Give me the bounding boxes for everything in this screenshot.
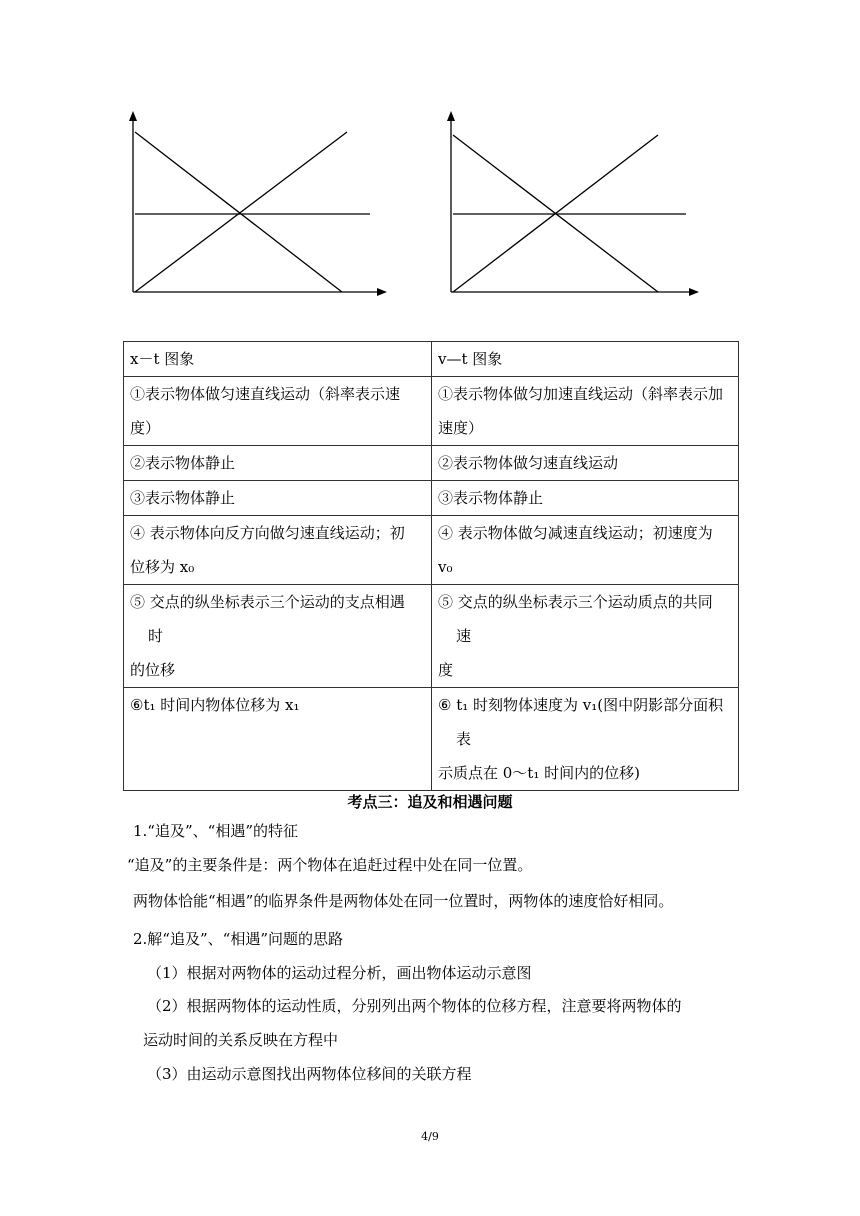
paragraph: 两物体恰能“相遇”的临界条件是两物体处在同一位置时，两物体的速度恰好相同。 <box>133 892 674 910</box>
paragraph: “追及”的主要条件是：两个物体在追赶过程中处在同一位置。 <box>127 856 533 874</box>
cell-right: ⑤ 交点的纵坐标表示三个运动质点的共同 速 度 <box>432 585 739 688</box>
y-arrow <box>129 111 137 121</box>
y-arrow <box>447 111 455 121</box>
cell-left: ②表示物体静止 <box>124 446 432 481</box>
header-xt: x－t 图象 <box>124 342 432 377</box>
cell-right: ④ 表示物体做匀减速直线运动；初速度为 v₀ <box>432 516 739 585</box>
table-row <box>124 481 739 516</box>
cell-right: ⑥ t₁ 时刻物体速度为 v₁(图中阴影部分面积 表 示质点在 0～t₁ 时间内的位移) <box>432 688 739 791</box>
comparison-table <box>123 341 739 791</box>
cell-left: ①表示物体做匀速直线运动（斜率表示速 度） <box>124 377 432 446</box>
paragraph: （3）由运动示意图找出两物体位移间的关联方程 <box>147 1065 472 1083</box>
paragraph: 2.解“追及”、“相遇”问题的思路 <box>133 930 343 948</box>
table-row <box>124 585 739 688</box>
x-arrow <box>377 288 387 296</box>
table-header-row <box>124 342 739 377</box>
cell-left: ⑥t₁ 时间内物体位移为 x₁ <box>124 688 432 791</box>
table-row <box>124 516 739 585</box>
table-row <box>124 688 739 791</box>
cell-right: ①表示物体做匀加速直线运动（斜率表示加 速度） <box>432 377 739 446</box>
page-number: 4/9 <box>421 1130 439 1143</box>
x-arrow <box>689 288 699 296</box>
table-row <box>124 446 739 481</box>
paragraph: 1.“追及”、“相遇”的特征 <box>133 822 298 840</box>
cell-left: ⑤ 交点的纵坐标表示三个运动的支点相遇 时 的位移 <box>124 585 432 688</box>
section-heading: 考点三：追及和相遇问题 <box>347 793 513 811</box>
cell-left: ④ 表示物体向反方向做匀速直线运动；初 位移为 x₀ <box>124 516 432 585</box>
cell-left: ③表示物体静止 <box>124 481 432 516</box>
header-vt: v—t 图象 <box>432 342 739 377</box>
table-row <box>124 377 739 446</box>
paragraph: （1）根据对两物体的运动过程分析，画出物体运动示意图 <box>147 964 532 982</box>
paragraph: （2）根据两物体的运动性质，分别列出两个物体的位移方程，注意要将两物体的 <box>147 997 682 1015</box>
cell-right: ②表示物体做匀速直线运动 <box>432 446 739 481</box>
xt-graph <box>120 108 395 303</box>
vt-graph <box>438 108 713 303</box>
cell-right: ③表示物体静止 <box>432 481 739 516</box>
paragraph: 运动时间的关系反映在方程中 <box>143 1031 339 1049</box>
